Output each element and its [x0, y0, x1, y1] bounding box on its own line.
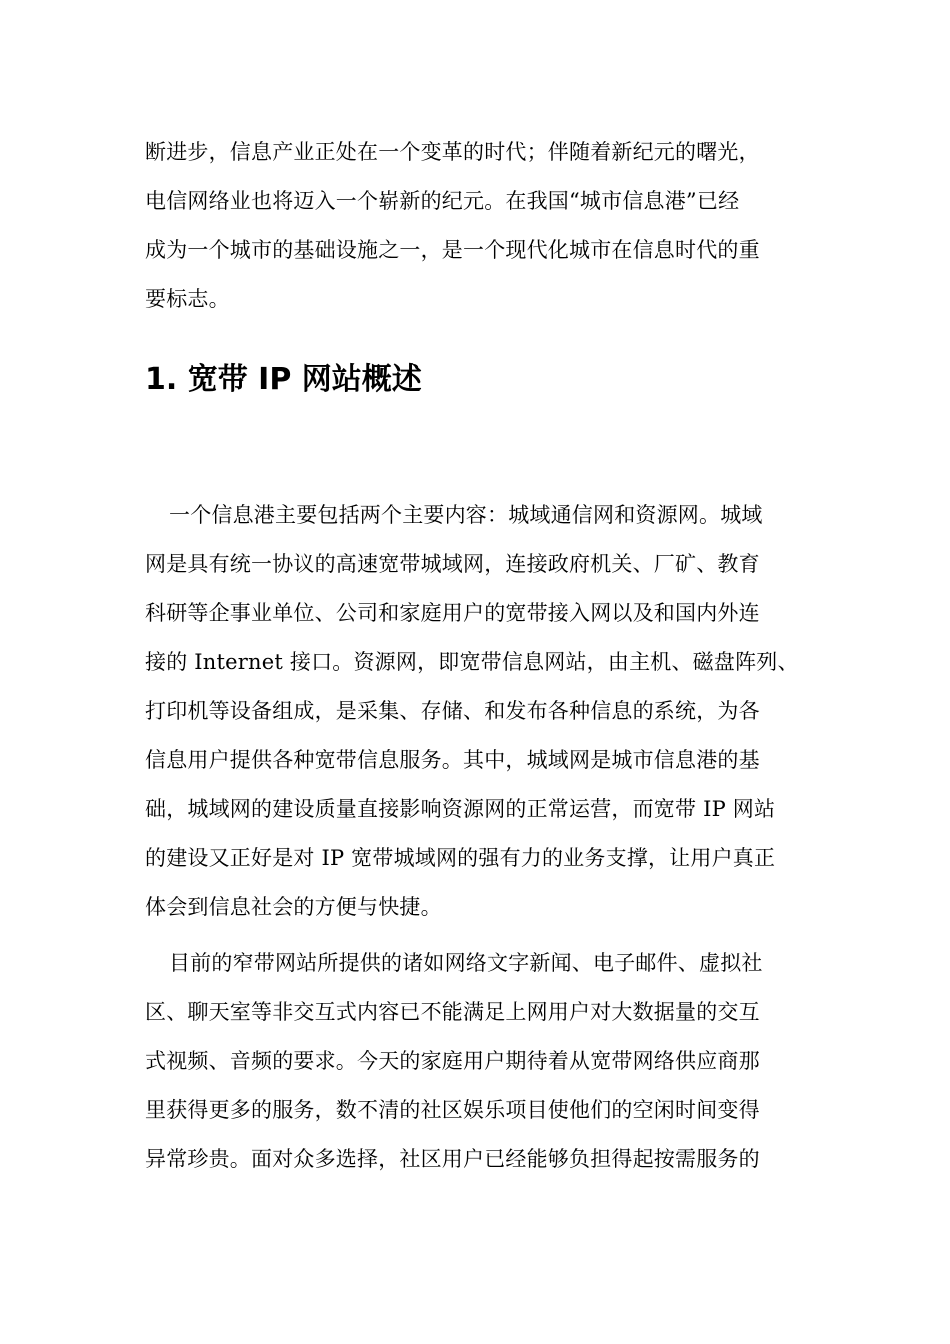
paragraph-line: 异常珍贵。面对众多选择，社区用户已经能够负担得起按需服务的	[145, 1147, 760, 1171]
paragraph-line: 础，城域网的建设质量直接影响资源网的正常运营，而宽带 IP 网站	[145, 797, 776, 821]
intro-line: 要标志。	[145, 287, 230, 311]
intro-line: 断进步，信息产业正处在一个变革的时代；伴随着新纪元的曙光，	[145, 140, 760, 164]
intro-line: 电信网络业也将迈入一个崭新的纪元。在我国“城市信息港”已经	[145, 189, 740, 213]
paragraph-line: 体会到信息社会的方便与快捷。	[145, 895, 442, 919]
paragraph-line: 区、聊天室等非交互式内容已不能满足上网用户对大数据量的交互	[145, 1000, 760, 1024]
paragraph-line: 网是具有统一协议的高速宽带城域网，连接政府机关、厂矿、教育	[145, 552, 760, 576]
section-heading: 1. 宽带 IP 网站概述	[145, 362, 422, 397]
paragraph-line: 接的 Internet 接口。资源网，即宽带信息网站，由主机、磁盘阵列、	[145, 650, 799, 674]
paragraph-line: 目前的窄带网站所提供的诸如网络文字新闻、电子邮件、虚拟社	[169, 951, 763, 975]
intro-line: 成为一个城市的基础设施之一，是一个现代化城市在信息时代的重	[145, 238, 760, 262]
paragraph-line: 打印机等设备组成，是采集、存储、和发布各种信息的系统，为各	[145, 699, 760, 723]
paragraph-line: 一个信息港主要包括两个主要内容：城域通信网和资源网。城域	[169, 503, 763, 527]
paragraph-line: 式视频、音频的要求。今天的家庭用户期待着从宽带网络供应商那	[145, 1049, 760, 1073]
paragraph-line: 科研等企事业单位、公司和家庭用户的宽带接入网以及和国内外连	[145, 601, 760, 625]
paragraph-line: 信息用户提供各种宽带信息服务。其中，城域网是城市信息港的基	[145, 748, 760, 772]
paragraph-line: 里获得更多的服务，数不清的社区娱乐项目使他们的空闲时间变得	[145, 1098, 760, 1122]
paragraph-line: 的建设又正好是对 IP 宽带城域网的强有力的业务支撑，让用户真正	[145, 846, 776, 870]
